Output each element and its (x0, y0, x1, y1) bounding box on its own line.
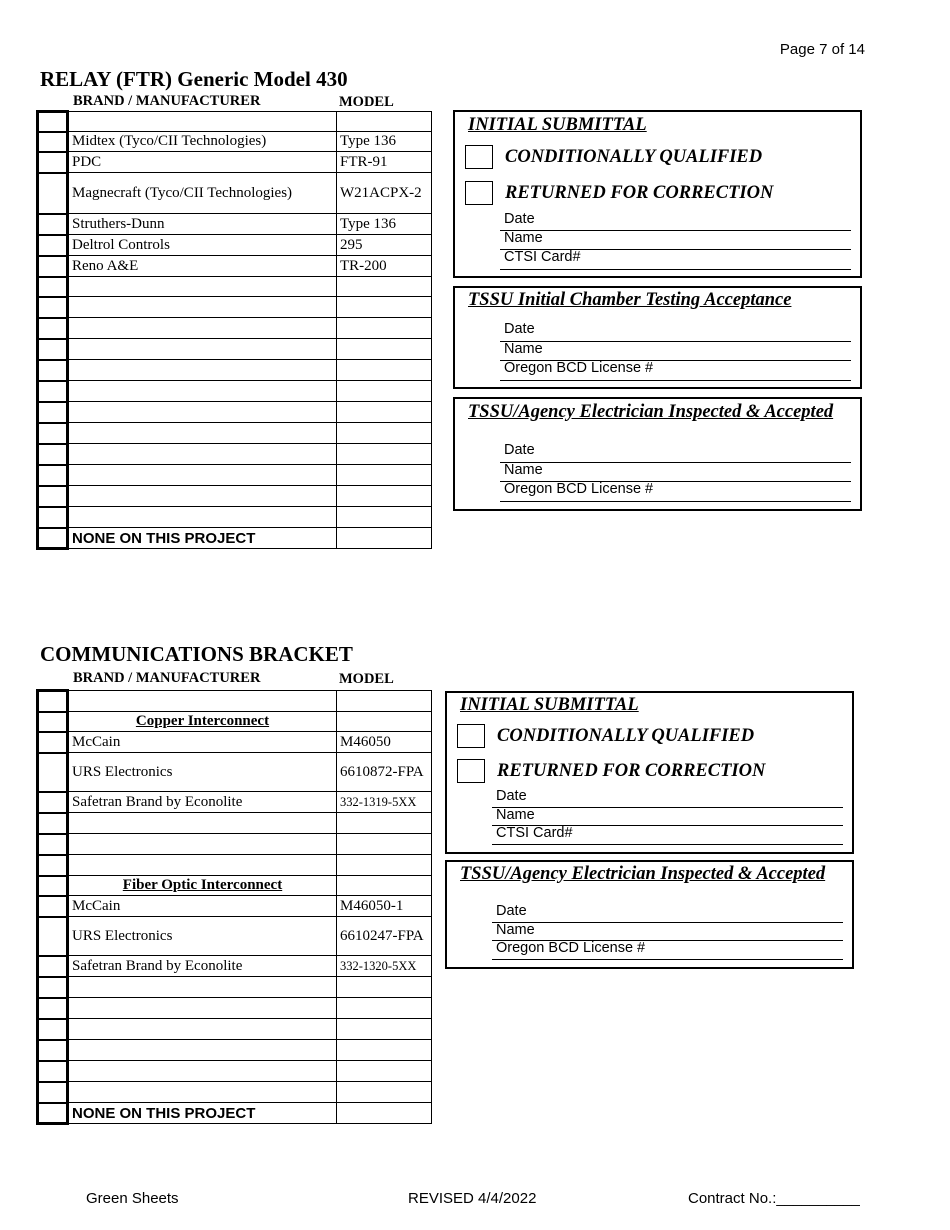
model-cell (337, 712, 432, 732)
row-checkbox[interactable] (38, 834, 68, 855)
model-cell: FTR-91 (337, 152, 432, 173)
comms-brand-header: BRAND / MANUFACTURER (73, 670, 261, 686)
date-field[interactable]: Date (500, 443, 851, 463)
row-checkbox[interactable] (38, 792, 68, 813)
date-field[interactable]: Date (500, 212, 851, 231)
row-checkbox[interactable] (38, 528, 68, 549)
brand-cell (68, 112, 337, 132)
model-cell (337, 834, 432, 855)
model-cell (337, 381, 432, 402)
table-row (38, 691, 432, 712)
table-row (38, 339, 432, 360)
table-row (38, 132, 432, 152)
name-field[interactable]: Name (500, 463, 851, 482)
brand-cell: Magnecraft (Tyco/CII Technologies) (68, 173, 337, 214)
table-row (38, 486, 432, 507)
initial-submittal-title: INITIAL SUBMITTAL (468, 115, 647, 135)
brand-cell (68, 402, 337, 423)
relay-model-header: MODEL (339, 94, 394, 110)
row-checkbox[interactable] (38, 112, 68, 132)
row-checkbox[interactable] (38, 998, 68, 1019)
ctsi-card-field[interactable]: CTSI Card# (500, 250, 851, 270)
date-field[interactable]: Date (492, 904, 843, 923)
copper-interconnect-heading: Copper Interconnect (68, 712, 337, 732)
chamber-testing-title: TSSU Initial Chamber Testing Acceptance (468, 290, 792, 310)
table-row (38, 152, 432, 173)
row-checkbox[interactable] (38, 173, 68, 214)
table-row (38, 173, 432, 214)
model-cell (337, 423, 432, 444)
row-checkbox[interactable] (38, 956, 68, 977)
model-cell: 295 (337, 235, 432, 256)
table-row (38, 318, 432, 339)
chamber-testing-box (453, 286, 862, 389)
comms-model-header: MODEL (339, 671, 394, 687)
initial-submittal-title: INITIAL SUBMITTAL (460, 695, 639, 715)
table-row (38, 112, 432, 132)
row-checkbox[interactable] (38, 132, 68, 152)
model-cell: 6610247-FPA (337, 917, 432, 956)
none-on-project-label: NONE ON THIS PROJECT (68, 1103, 337, 1124)
model-cell (337, 1040, 432, 1061)
row-checkbox[interactable] (38, 277, 68, 297)
relay-product-table (36, 110, 432, 550)
row-checkbox[interactable] (38, 214, 68, 235)
model-cell (337, 1103, 432, 1124)
relay-electrician-box (453, 397, 862, 511)
table-row (38, 917, 432, 956)
table-row (38, 753, 432, 792)
model-cell (337, 402, 432, 423)
table-row (38, 277, 432, 297)
row-checkbox[interactable] (38, 402, 68, 423)
relay-section-title: RELAY (FTR) Generic Model 430 (40, 67, 348, 91)
brand-cell: Midtex (Tyco/CII Technologies) (68, 132, 337, 152)
row-checkbox[interactable] (38, 381, 68, 402)
brand-cell: Safetran Brand by Econolite (68, 792, 337, 813)
brand-cell (68, 423, 337, 444)
row-checkbox[interactable] (38, 813, 68, 834)
date-field[interactable]: Date (500, 322, 851, 342)
model-cell (337, 998, 432, 1019)
model-cell: TR-200 (337, 256, 432, 277)
row-checkbox[interactable] (38, 360, 68, 381)
comms-section-title: COMMUNICATIONS BRACKET (40, 642, 353, 666)
model-cell (337, 465, 432, 486)
row-checkbox[interactable] (38, 465, 68, 486)
ctsi-card-field[interactable]: CTSI Card# (492, 826, 843, 845)
row-checkbox[interactable] (38, 423, 68, 444)
brand-cell: URS Electronics (68, 753, 337, 792)
brand-cell (68, 297, 337, 318)
model-cell: 332-1320-5XX (337, 956, 432, 977)
brand-cell (68, 1061, 337, 1082)
footer-left: Green Sheets (86, 1190, 179, 1207)
model-cell (337, 1082, 432, 1103)
brand-cell (68, 977, 337, 998)
name-field[interactable]: Name (500, 231, 851, 250)
license-field[interactable]: Oregon BCD License # (500, 482, 851, 502)
conditionally-qualified-checkbox[interactable] (465, 145, 493, 169)
returned-for-correction-label: RETURNED FOR CORRECTION (505, 183, 774, 203)
row-checkbox[interactable] (38, 712, 68, 732)
model-cell (337, 1061, 432, 1082)
brand-cell (68, 1019, 337, 1040)
row-checkbox[interactable] (38, 1019, 68, 1040)
footer-contract-no[interactable]: Contract No.:__________ (688, 1190, 860, 1207)
fiber-optic-interconnect-heading: Fiber Optic Interconnect (68, 876, 337, 896)
table-row (38, 1061, 432, 1082)
row-checkbox[interactable] (38, 486, 68, 507)
table-row (38, 507, 432, 528)
table-row (38, 1082, 432, 1103)
brand-cell: Deltrol Controls (68, 235, 337, 256)
table-row (38, 834, 432, 855)
model-cell (337, 855, 432, 876)
brand-cell (68, 318, 337, 339)
table-row (38, 402, 432, 423)
model-cell (337, 486, 432, 507)
row-checkbox[interactable] (38, 691, 68, 712)
table-row (38, 360, 432, 381)
model-cell: Type 136 (337, 214, 432, 235)
brand-cell: McCain (68, 896, 337, 917)
model-cell: 6610872-FPA (337, 753, 432, 792)
row-checkbox[interactable] (38, 297, 68, 318)
comms-product-table (36, 689, 432, 1125)
row-checkbox[interactable] (38, 876, 68, 896)
comms-initial-submittal-box (445, 691, 854, 854)
row-checkbox[interactable] (38, 235, 68, 256)
electrician-accepted-title: TSSU/Agency Electrician Inspected & Accepted (468, 402, 834, 422)
brand-cell (68, 1040, 337, 1061)
brand-cell (68, 277, 337, 297)
table-row (38, 256, 432, 277)
row-checkbox[interactable] (38, 1082, 68, 1103)
table-row (38, 444, 432, 465)
table-row (38, 956, 432, 977)
row-checkbox[interactable] (38, 444, 68, 465)
model-cell (337, 977, 432, 998)
model-cell (337, 1019, 432, 1040)
model-cell: 332-1319-5XX (337, 792, 432, 813)
page-number: Page 7 of 14 (779, 41, 865, 58)
table-row (38, 381, 432, 402)
name-field[interactable]: Name (492, 923, 843, 941)
row-checkbox[interactable] (38, 339, 68, 360)
model-cell (337, 360, 432, 381)
brand-cell (68, 691, 337, 712)
comms-electrician-box (445, 860, 854, 969)
name-field[interactable]: Name (492, 808, 843, 826)
conditionally-qualified-label: CONDITIONALLY QUALIFIED (505, 147, 763, 167)
table-row (38, 896, 432, 917)
table-row (38, 977, 432, 998)
returned-for-correction-checkbox[interactable] (457, 759, 485, 783)
row-checkbox[interactable] (38, 1103, 68, 1124)
footer-revised: REVISED 4/4/2022 (408, 1190, 537, 1207)
model-cell: M46050-1 (337, 896, 432, 917)
brand-cell (68, 465, 337, 486)
model-cell (337, 876, 432, 896)
brand-cell (68, 360, 337, 381)
model-cell (337, 112, 432, 132)
row-checkbox[interactable] (38, 855, 68, 876)
model-cell (337, 277, 432, 297)
table-row (38, 528, 432, 549)
brand-cell: Reno A&E (68, 256, 337, 277)
model-cell: W21ACPX-2 (337, 173, 432, 214)
brand-cell: PDC (68, 152, 337, 173)
license-field[interactable]: Oregon BCD License # (492, 941, 843, 960)
table-row (38, 813, 432, 834)
model-cell (337, 507, 432, 528)
table-row (38, 297, 432, 318)
brand-cell: Struthers-Dunn (68, 214, 337, 235)
table-row (38, 712, 432, 732)
table-row (38, 1019, 432, 1040)
brand-cell: McCain (68, 732, 337, 753)
row-checkbox[interactable] (38, 917, 68, 956)
conditionally-qualified-checkbox[interactable] (457, 724, 485, 748)
row-checkbox[interactable] (38, 732, 68, 753)
table-row (38, 423, 432, 444)
brand-cell: Safetran Brand by Econolite (68, 956, 337, 977)
brand-cell (68, 834, 337, 855)
table-row (38, 792, 432, 813)
table-row (38, 214, 432, 235)
table-row (38, 998, 432, 1019)
model-cell (337, 297, 432, 318)
table-row (38, 1103, 432, 1124)
brand-cell (68, 444, 337, 465)
brand-cell (68, 998, 337, 1019)
conditionally-qualified-label: CONDITIONALLY QUALIFIED (497, 726, 755, 746)
model-cell (337, 813, 432, 834)
electrician-accepted-title: TSSU/Agency Electrician Inspected & Accepted (460, 864, 826, 884)
none-on-project-label: NONE ON THIS PROJECT (68, 528, 337, 549)
relay-brand-header: BRAND / MANUFACTURER (73, 93, 261, 109)
brand-cell (68, 486, 337, 507)
row-checkbox[interactable] (38, 318, 68, 339)
brand-cell (68, 1082, 337, 1103)
brand-cell: URS Electronics (68, 917, 337, 956)
model-cell (337, 339, 432, 360)
returned-for-correction-checkbox[interactable] (465, 181, 493, 205)
row-checkbox[interactable] (38, 1040, 68, 1061)
model-cell (337, 528, 432, 549)
table-row (38, 465, 432, 486)
brand-cell (68, 507, 337, 528)
brand-cell (68, 813, 337, 834)
row-checkbox[interactable] (38, 152, 68, 173)
model-cell: Type 136 (337, 132, 432, 152)
license-field[interactable]: Oregon BCD License # (500, 361, 851, 381)
table-row (38, 235, 432, 256)
model-cell (337, 691, 432, 712)
model-cell: M46050 (337, 732, 432, 753)
relay-initial-submittal-box (453, 110, 862, 278)
table-row (38, 876, 432, 896)
row-checkbox[interactable] (38, 977, 68, 998)
table-row (38, 1040, 432, 1061)
returned-for-correction-label: RETURNED FOR CORRECTION (497, 761, 766, 781)
model-cell (337, 444, 432, 465)
row-checkbox[interactable] (38, 1061, 68, 1082)
table-row (38, 732, 432, 753)
date-field[interactable]: Date (492, 789, 843, 808)
row-checkbox[interactable] (38, 256, 68, 277)
row-checkbox[interactable] (38, 753, 68, 792)
model-cell (337, 318, 432, 339)
brand-cell (68, 381, 337, 402)
row-checkbox[interactable] (38, 507, 68, 528)
name-field[interactable]: Name (500, 342, 851, 361)
row-checkbox[interactable] (38, 896, 68, 917)
brand-cell (68, 339, 337, 360)
brand-cell (68, 855, 337, 876)
table-row (38, 855, 432, 876)
